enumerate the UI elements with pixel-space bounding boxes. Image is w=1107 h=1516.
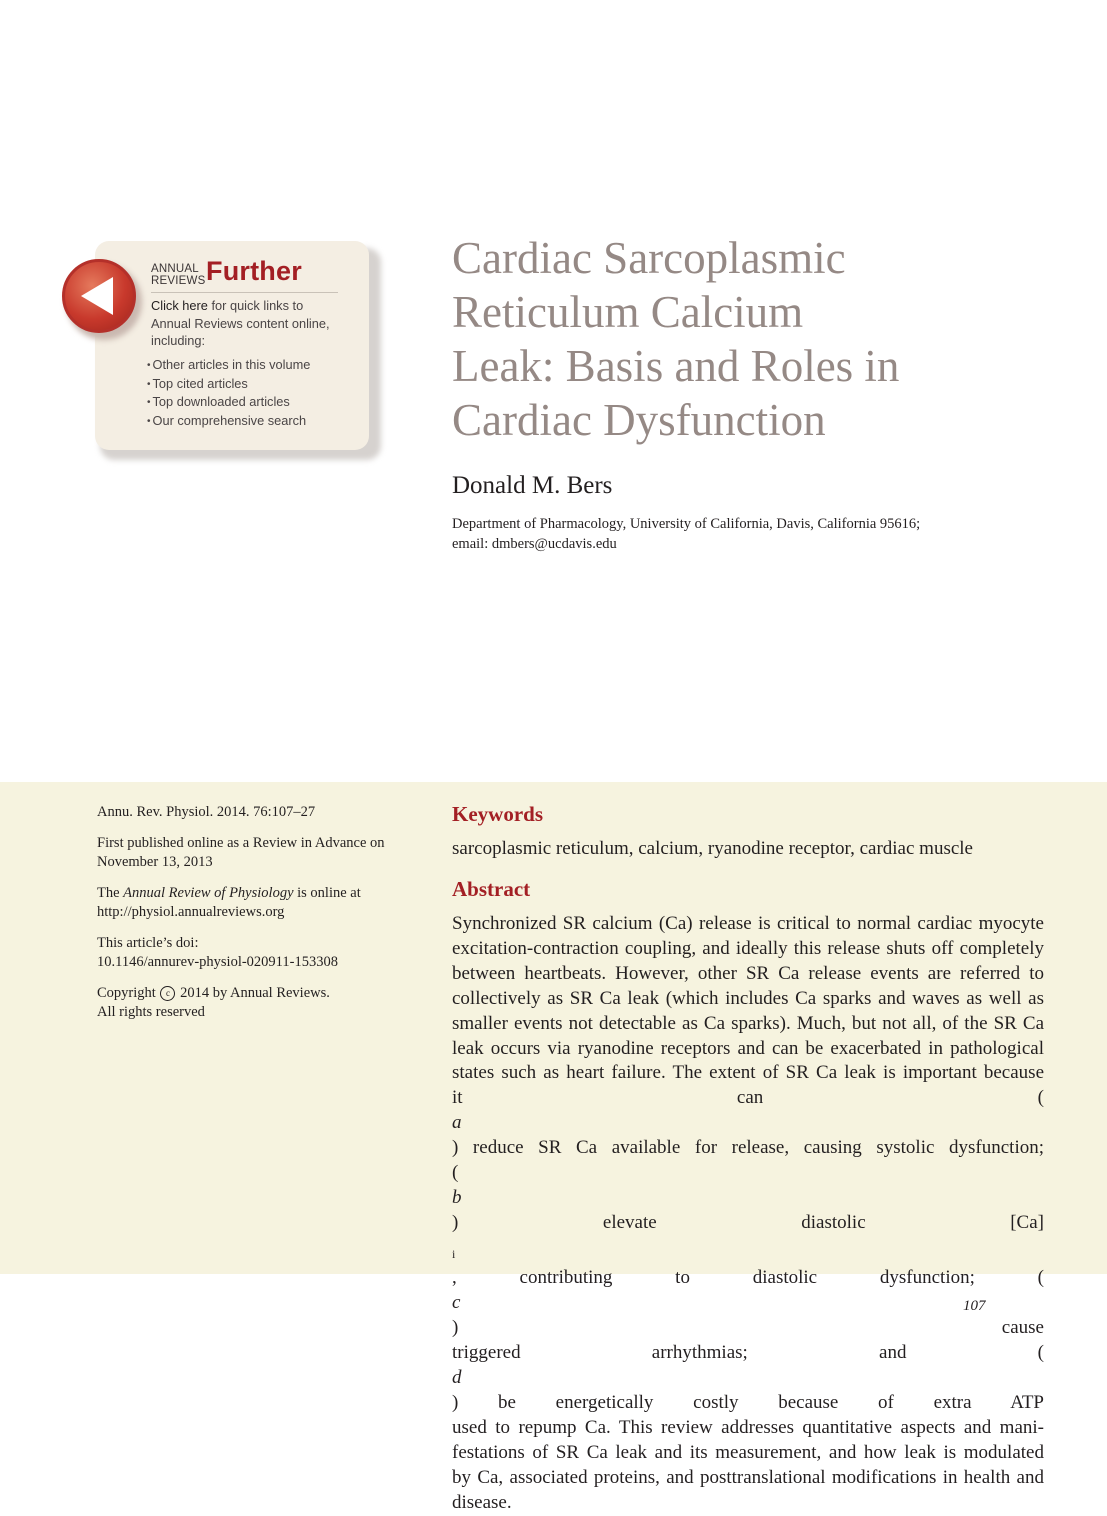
abstract-line: between heartbeats. However, other SR Ca release events are referred to	[452, 962, 1044, 984]
title-line: Reticulum Calcium	[452, 287, 804, 337]
click-here-link[interactable]: Click here	[151, 298, 208, 313]
page-number: 107	[963, 1298, 986, 1314]
further-divider	[151, 292, 338, 293]
further-link-top-downloaded[interactable]: • Top downloaded articles	[147, 393, 310, 412]
brand-line-reviews: REVIEWS	[151, 275, 206, 287]
further-link-search[interactable]: • Our comprehensive search	[147, 412, 310, 431]
abstract-line: Synchronized SR calcium (Ca) release is critical to normal cardiac myocyte	[452, 913, 1044, 934]
copyright-icon: c	[160, 986, 175, 1001]
further-intro	[151, 297, 347, 350]
further-intro-rest: for quick links to	[207, 298, 304, 313]
article-doi: This article’s doi: 10.1146/annurev-physiol-020911-153308	[97, 934, 417, 973]
abstract-line: disease.	[452, 1491, 512, 1513]
arrow-left-icon-shape	[65, 262, 133, 330]
further-title: Further	[206, 256, 302, 286]
further-intro-line3: including:	[151, 333, 206, 348]
doi-value[interactable]: 10.1146/annurev-physiol-020911-153308	[97, 954, 338, 970]
annual-reviews-logo	[151, 263, 211, 287]
article-title	[452, 231, 1012, 447]
abstract-line: used to repump Ca. This review addresses quantitative aspects and mani-	[452, 1416, 1044, 1438]
author-name: Donald M. Bers	[452, 472, 613, 499]
affiliation-email: email: dmbers@ucdavis.edu	[452, 535, 617, 552]
abstract-line: states such as heart failure. The extent of SR Ca leak is important because	[452, 1062, 1044, 1084]
abstract-line: excitation-contraction coupling, and ideally this release shuts off completely	[452, 937, 1044, 959]
keywords-list: sarcoplasmic reticulum, calcium, ryanodine receptor, cardiac muscle	[452, 838, 973, 859]
journal-url[interactable]: http://physiol.annualreviews.org	[97, 904, 285, 920]
brand-line-annual: ANNUAL	[151, 263, 199, 275]
title-line: Cardiac Dysfunction	[452, 395, 826, 445]
abstract-line: it can ( a ) reduce SR Ca available for release, causing systolic dysfunction;	[452, 1087, 1044, 1159]
title-line: Cardiac Sarcoplasmic	[452, 233, 846, 283]
abstract-line: leak occurs via ryanodine receptors and can be exacerbated in pathological	[452, 1037, 1044, 1059]
arrow-left-icon[interactable]	[62, 259, 136, 333]
journal-name: Annual Review of Physiology	[123, 884, 294, 901]
abstract-line: collectively as SR Ca leak (which includes Ca sparks and waves as well as	[452, 987, 1044, 1009]
abstract-line: smaller events not detectable as Ca sparks). Much, but not all, of the SR Ca	[452, 1012, 1044, 1034]
abstract-line: by Ca, associated proteins, and posttranslational modifications in health and	[452, 1466, 1044, 1488]
affiliation-line: Department of Pharmacology, University of California, Davis, California 95616;	[452, 516, 921, 532]
abstract-line: triggered arrhythmias; and ( d ) be energetically costly because of extra ATP	[452, 1342, 1044, 1414]
journal-online: The Annual Review of Physiology is online at http://physiol.annualreviews.org	[97, 884, 417, 923]
further-link-top-cited[interactable]: • Top cited articles	[147, 375, 310, 394]
abstract-heading: Abstract	[452, 877, 531, 901]
abstract-body	[452, 912, 1044, 1516]
abstract-line: festations of SR Ca leak and its measurement, and how leak is modulated	[452, 1441, 1044, 1463]
title-line: Leak: Basis and Roles in	[452, 341, 900, 391]
further-links-list	[147, 356, 310, 430]
article-metadata	[97, 803, 417, 1034]
publication-date: First published online as a Review in Advance on November 13, 2013	[97, 834, 385, 870]
abstract-line: ( b ) elevate diastolic [Ca] $_i$ , contributing to diastolic dysfunction; ( c ) cause	[452, 1162, 1044, 1339]
further-link-other-articles[interactable]: • Other articles in this volume	[147, 356, 310, 375]
author-affiliation	[452, 515, 1012, 554]
citation: Annu. Rev. Physiol. 2014. 76:107–27	[97, 804, 316, 820]
copyright: Copyright c 2014 by Annual Reviews. All rights reserved	[97, 984, 330, 1020]
further-intro-line2: Annual Reviews content online,	[151, 315, 330, 331]
keywords-heading: Keywords	[452, 802, 543, 826]
